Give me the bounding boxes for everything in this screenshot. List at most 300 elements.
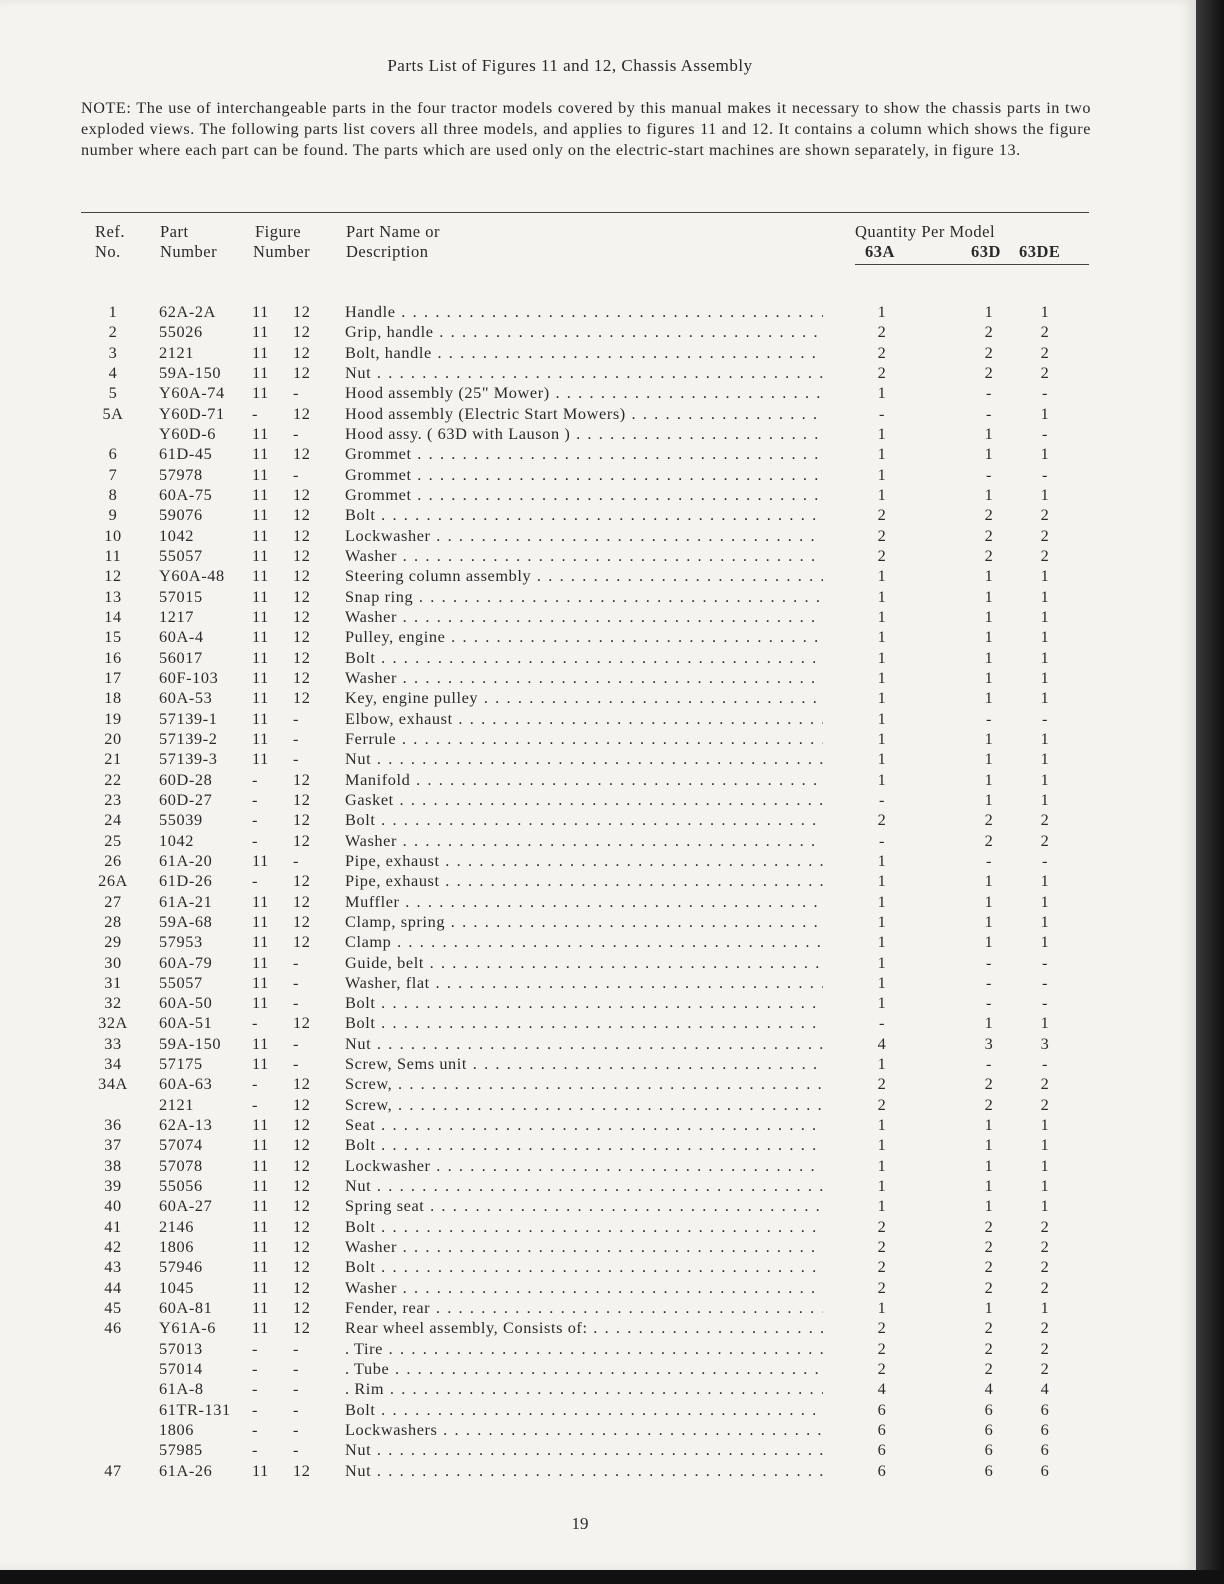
figure-12-cell: -: [293, 1338, 300, 1358]
figure-11-cell: 11: [252, 749, 269, 769]
qty-63a-cell: -: [878, 830, 886, 850]
description-cell: Spring seat . . .: [345, 1196, 823, 1216]
table-row: [0, 302, 1196, 322]
qty-63a-cell: 6: [877, 1420, 887, 1440]
ref-no-cell: 3: [108, 342, 118, 362]
description-cell: Seat . . .: [345, 1115, 823, 1135]
qty-63de-cell: 2: [1040, 1359, 1050, 1379]
ref-no-cell: 13: [104, 586, 122, 606]
part-number-cell: Y60D-71: [159, 403, 225, 423]
qty-63a-cell: 1: [877, 566, 887, 586]
part-number-cell: 61A-26: [159, 1460, 213, 1480]
table-row: [0, 505, 1196, 525]
qty-63d-cell: 4: [984, 1379, 994, 1399]
figure-11-cell: 11: [252, 1135, 269, 1155]
qty-63de-cell: 1: [1040, 302, 1050, 321]
table-row: [0, 1074, 1196, 1094]
qty-63de-cell: 2: [1040, 1074, 1050, 1094]
qty-63de-cell: 2: [1040, 830, 1050, 850]
figure-12-cell: 12: [293, 586, 311, 606]
qty-63a-cell: 1: [877, 749, 887, 769]
qty-63de-cell: 1: [1040, 444, 1050, 464]
qty-63d-cell: -: [985, 403, 993, 423]
table-row: [0, 1054, 1196, 1074]
part-number-cell: 1042: [159, 830, 194, 850]
description-cell: Washer . . .: [345, 607, 823, 627]
figure-11-cell: -: [252, 1440, 259, 1460]
qty-63d-cell: 2: [984, 1359, 994, 1379]
table-row: [0, 709, 1196, 729]
qty-63a-cell: 1: [877, 932, 887, 952]
qty-63de-cell: 2: [1040, 525, 1050, 545]
part-number-cell: 57139-3: [159, 749, 218, 769]
figure-11-cell: 11: [252, 1298, 269, 1318]
figure-11-cell: -: [252, 789, 259, 809]
qty-63d-cell: 2: [984, 1277, 994, 1297]
qty-63d-cell: 2: [984, 1257, 994, 1277]
part-number-cell: 57139-2: [159, 728, 218, 748]
qty-63d-cell: -: [985, 1054, 993, 1074]
header-part: [160, 222, 217, 262]
part-number-cell: 55057: [159, 545, 203, 565]
figure-11-cell: -: [252, 1399, 259, 1419]
table-row: [0, 404, 1196, 424]
figure-11-cell: 11: [252, 545, 269, 565]
ref-no-cell: 16: [104, 647, 122, 667]
figure-11-cell: 11: [252, 647, 269, 667]
part-number-cell: 57985: [159, 1440, 203, 1460]
figure-11-cell: 11: [252, 505, 269, 525]
qty-63de-cell: 1: [1040, 647, 1050, 667]
qty-63d-cell: 1: [984, 891, 994, 911]
part-number-cell: Y61A-6: [159, 1318, 216, 1338]
table-row: [0, 729, 1196, 749]
figure-11-cell: 11: [252, 1054, 269, 1074]
table-row: [0, 1379, 1196, 1399]
header-ref-line2: No.: [95, 242, 121, 261]
qty-63d-cell: 1: [984, 1155, 994, 1175]
figure-12-cell: 12: [293, 1196, 311, 1216]
ref-no-cell: 38: [104, 1155, 122, 1175]
ref-no-cell: 45: [104, 1298, 122, 1318]
qty-63d-cell: 2: [984, 1094, 994, 1114]
qty-63de-cell: 1: [1040, 749, 1050, 769]
table-row: [0, 1034, 1196, 1054]
figure-12-cell: 12: [293, 1277, 311, 1297]
qty-63a-cell: 1: [877, 383, 887, 403]
qty-63d-cell: 3: [984, 1033, 994, 1053]
qty-63de-cell: 1: [1040, 891, 1050, 911]
qty-63a-cell: 1: [877, 1155, 887, 1175]
table-row: [0, 749, 1196, 769]
qty-63d-cell: 2: [984, 525, 994, 545]
ref-no-cell: 20: [104, 728, 122, 748]
part-number-cell: 62A-13: [159, 1115, 213, 1135]
table-row: [0, 648, 1196, 668]
qty-63d-cell: 6: [984, 1440, 994, 1460]
qty-63de-cell: 2: [1040, 1216, 1050, 1236]
ref-no-cell: 43: [104, 1257, 122, 1277]
part-number-cell: 57175: [159, 1054, 203, 1074]
figure-11-cell: 11: [252, 1318, 269, 1338]
part-number-cell: 62A-2A: [159, 302, 216, 321]
qty-63a-cell: 1: [877, 850, 887, 870]
part-number-cell: 57015: [159, 586, 203, 606]
ref-no-cell: 22: [104, 769, 122, 789]
figure-11-cell: 11: [252, 383, 269, 403]
description-cell: Washer . . .: [345, 1237, 823, 1257]
table-row: [0, 526, 1196, 546]
description-cell: Manifold . . .: [345, 770, 823, 790]
table-row: [0, 1440, 1196, 1460]
qty-63d-cell: -: [985, 993, 993, 1013]
qty-63de-cell: 1: [1040, 728, 1050, 748]
part-number-cell: 59076: [159, 505, 203, 525]
qty-63de-cell: 1: [1040, 1155, 1050, 1175]
figure-12-cell: -: [293, 1033, 300, 1053]
part-number-cell: 1806: [159, 1420, 194, 1440]
qty-63a-cell: 1: [877, 1298, 887, 1318]
ref-no-cell: 9: [108, 505, 118, 525]
qty-63d-cell: 1: [984, 749, 994, 769]
qty-63d-cell: 1: [984, 647, 994, 667]
qty-63a-cell: 4: [877, 1379, 887, 1399]
description-cell: Washer . . .: [345, 668, 823, 688]
qty-63a-cell: 2: [877, 1216, 887, 1236]
table-row: [0, 831, 1196, 851]
table-row: [0, 1156, 1196, 1176]
qty-63d-cell: 2: [984, 362, 994, 382]
qty-63d-cell: 6: [984, 1460, 994, 1480]
qty-63de-cell: 6: [1040, 1440, 1050, 1460]
figure-12-cell: 12: [293, 525, 311, 545]
description-cell: . Rim . . .: [345, 1379, 823, 1399]
table-row: [0, 871, 1196, 891]
qty-63d-cell: 1: [984, 606, 994, 626]
ref-no-cell: 46: [104, 1318, 122, 1338]
description-cell: Washer, flat . . .: [345, 973, 823, 993]
ref-no-cell: 8: [108, 484, 118, 504]
ref-no-cell: 7: [108, 464, 118, 484]
ref-no-cell: 14: [104, 606, 122, 626]
part-number-cell: 57978: [159, 464, 203, 484]
figure-12-cell: -: [293, 993, 300, 1013]
part-number-cell: 59A-150: [159, 1033, 222, 1053]
qty-63a-cell: 2: [877, 1277, 887, 1297]
qty-63de-cell: 1: [1040, 1196, 1050, 1216]
qty-63d-cell: 2: [984, 545, 994, 565]
part-number-cell: 60A-50: [159, 993, 213, 1013]
qty-63d-cell: 2: [984, 1237, 994, 1257]
table-row: [0, 1461, 1196, 1481]
qty-63d-cell: 1: [984, 1135, 994, 1155]
qty-63d-cell: 1: [984, 728, 994, 748]
figure-11-cell: 11: [252, 525, 269, 545]
qty-63a-cell: 2: [877, 1257, 887, 1277]
figure-12-cell: 12: [293, 302, 311, 321]
table-row: [0, 1400, 1196, 1420]
qty-63de-cell: -: [1041, 972, 1049, 992]
qty-63de-cell: 1: [1040, 1115, 1050, 1135]
header-ref: [95, 222, 125, 262]
figure-11-cell: -: [252, 1359, 259, 1379]
qty-63de-cell: -: [1041, 1054, 1049, 1074]
table-row: [0, 1339, 1196, 1359]
qty-63de-cell: 4: [1040, 1379, 1050, 1399]
qty-63d-cell: 1: [984, 484, 994, 504]
figure-12-cell: 12: [293, 911, 311, 931]
figure-11-cell: -: [252, 871, 259, 891]
header-part-line1: Part: [160, 222, 189, 241]
figure-12-cell: -: [293, 749, 300, 769]
ref-no-cell: 25: [104, 830, 122, 850]
figure-12-cell: -: [293, 972, 300, 992]
table-row: [0, 1278, 1196, 1298]
header-model-63a: 63A: [865, 242, 895, 261]
header-ref-line1: Ref.: [95, 222, 125, 241]
scan-edge-right: [1196, 0, 1224, 1584]
figure-11-cell: 11: [252, 850, 269, 870]
table-row: [0, 770, 1196, 790]
part-number-cell: 2121: [159, 1094, 194, 1114]
table-row: [0, 363, 1196, 383]
figure-11-cell: -: [252, 1094, 259, 1114]
figure-12-cell: 12: [293, 1176, 311, 1196]
qty-63a-cell: 1: [877, 891, 887, 911]
description-cell: . Tube . . .: [345, 1359, 823, 1379]
figure-11-cell: 11: [252, 566, 269, 586]
figure-12-cell: 12: [293, 810, 311, 830]
figure-12-cell: 12: [293, 322, 311, 342]
part-number-cell: 2146: [159, 1216, 194, 1236]
qty-63de-cell: 2: [1040, 322, 1050, 342]
figure-12-cell: -: [293, 1440, 300, 1460]
qty-63a-cell: 2: [877, 342, 887, 362]
ref-no-cell: 15: [104, 627, 122, 647]
table-row: [0, 1318, 1196, 1338]
qty-63a-cell: 1: [877, 911, 887, 931]
ref-no-cell: 32: [104, 993, 122, 1013]
qty-63d-cell: -: [985, 850, 993, 870]
qty-63a-cell: 2: [877, 505, 887, 525]
description-cell: Screw, . . .: [345, 1095, 823, 1115]
figure-12-cell: 12: [293, 444, 311, 464]
part-number-cell: 55039: [159, 810, 203, 830]
figure-11-cell: 11: [252, 586, 269, 606]
qty-63d-cell: -: [985, 952, 993, 972]
description-cell: Gasket . . .: [345, 790, 823, 810]
qty-63d-cell: 1: [984, 566, 994, 586]
qty-63de-cell: -: [1041, 423, 1049, 443]
figure-12-cell: 12: [293, 606, 311, 626]
figure-11-cell: 11: [252, 728, 269, 748]
part-number-cell: 60D-28: [159, 769, 213, 789]
qty-63de-cell: 6: [1040, 1460, 1050, 1480]
part-number-cell: Y60A-48: [159, 566, 225, 586]
part-number-cell: 1217: [159, 606, 194, 626]
qty-63a-cell: 2: [877, 525, 887, 545]
qty-63d-cell: 2: [984, 1338, 994, 1358]
description-cell: Washer . . .: [345, 546, 823, 566]
qty-63a-cell: 1: [877, 708, 887, 728]
figure-11-cell: 11: [252, 688, 269, 708]
qty-63a-cell: 2: [877, 1338, 887, 1358]
qty-63a-cell: 6: [877, 1460, 887, 1480]
figure-12-cell: 12: [293, 505, 311, 525]
figure-12-cell: -: [293, 383, 300, 403]
figure-11-cell: 11: [252, 606, 269, 626]
table-row: [0, 932, 1196, 952]
part-number-cell: 55057: [159, 972, 203, 992]
figure-11-cell: -: [252, 403, 259, 423]
part-number-cell: 57014: [159, 1359, 203, 1379]
ref-no-cell: 29: [104, 932, 122, 952]
table-row: [0, 566, 1196, 586]
description-cell: Nut . . .: [345, 749, 823, 769]
table-row: [0, 1217, 1196, 1237]
qty-63a-cell: -: [878, 789, 886, 809]
part-number-cell: Y60D-6: [159, 423, 216, 443]
description-cell: Grip, handle . . .: [345, 322, 823, 342]
qty-63a-cell: 2: [877, 1318, 887, 1338]
table-row: [0, 424, 1196, 444]
part-number-cell: 60A-51: [159, 1013, 213, 1033]
figure-11-cell: 11: [252, 972, 269, 992]
page-number: 19: [571, 1514, 589, 1533]
description-cell: Handle . . .: [345, 302, 823, 322]
table-row: [0, 343, 1196, 363]
figure-11-cell: -: [252, 810, 259, 830]
qty-63a-cell: 1: [877, 1054, 887, 1074]
qty-63a-cell: 1: [877, 667, 887, 687]
ref-no-cell: 18: [104, 688, 122, 708]
description-cell: Pulley, engine . . .: [345, 627, 823, 647]
qty-63d-cell: 2: [984, 830, 994, 850]
ref-no-cell: 44: [104, 1277, 122, 1297]
ref-no-cell: 24: [104, 810, 122, 830]
figure-12-cell: 12: [293, 932, 311, 952]
table-row: [0, 953, 1196, 973]
figure-11-cell: 11: [252, 444, 269, 464]
qty-63d-cell: 1: [984, 1176, 994, 1196]
header-quantity: Quantity Per Model: [855, 222, 996, 241]
table-row: [0, 973, 1196, 993]
figure-12-cell: -: [293, 952, 300, 972]
part-number-cell: 60A-63: [159, 1074, 213, 1094]
qty-63d-cell: 1: [984, 586, 994, 606]
description-cell: Muffler . . .: [345, 892, 823, 912]
description-cell: Screw, . . .: [345, 1074, 823, 1094]
ref-no-cell: 11: [104, 545, 122, 565]
table-row: [0, 485, 1196, 505]
qty-63de-cell: -: [1041, 993, 1049, 1013]
qty-63de-cell: 2: [1040, 810, 1050, 830]
figure-11-cell: -: [252, 1013, 259, 1033]
ref-no-cell: 33: [104, 1033, 122, 1053]
figure-12-cell: -: [293, 708, 300, 728]
header-model-63de: 63DE: [1019, 242, 1061, 261]
figure-11-cell: 11: [252, 1196, 269, 1216]
table-row: [0, 627, 1196, 647]
qty-63a-cell: 1: [877, 993, 887, 1013]
qty-63a-cell: 4: [877, 1033, 887, 1053]
qty-63d-cell: 1: [984, 444, 994, 464]
description-cell: Washer . . .: [345, 831, 823, 851]
figure-11-cell: 11: [252, 1216, 269, 1236]
qty-63de-cell: 2: [1040, 1237, 1050, 1257]
description-cell: Nut . . .: [345, 363, 823, 383]
ref-no-cell: 42: [104, 1237, 122, 1257]
figure-12-cell: 12: [293, 362, 311, 382]
description-cell: Lockwasher . . .: [345, 1156, 823, 1176]
parts-table-body: [0, 302, 1196, 1481]
qty-63a-cell: 2: [877, 1237, 887, 1257]
qty-63d-cell: -: [985, 972, 993, 992]
table-row: [0, 1420, 1196, 1440]
figure-11-cell: 11: [252, 891, 269, 911]
figure-12-cell: 12: [293, 1155, 311, 1175]
description-cell: Clamp, spring . . .: [345, 912, 823, 932]
qty-63a-cell: 1: [877, 688, 887, 708]
table-row: [0, 790, 1196, 810]
figure-11-cell: -: [252, 1338, 259, 1358]
description-cell: Ferrule . . .: [345, 729, 823, 749]
figure-12-cell: -: [293, 1359, 300, 1379]
description-cell: Nut . . .: [345, 1034, 823, 1054]
qty-63d-cell: 2: [984, 1318, 994, 1338]
qty-63d-cell: 1: [984, 1196, 994, 1216]
qty-63d-cell: -: [985, 708, 993, 728]
figure-11-cell: 11: [252, 322, 269, 342]
qty-63a-cell: 1: [877, 444, 887, 464]
qty-63de-cell: 1: [1040, 667, 1050, 687]
description-cell: Bolt . . .: [345, 648, 823, 668]
qty-63a-cell: 1: [877, 769, 887, 789]
qty-63de-cell: 2: [1040, 342, 1050, 362]
part-number-cell: 57078: [159, 1155, 203, 1175]
figure-12-cell: 12: [293, 627, 311, 647]
ref-no-cell: 17: [104, 667, 122, 687]
qty-63de-cell: 1: [1040, 769, 1050, 789]
figure-11-cell: 11: [252, 464, 269, 484]
table-row: [0, 465, 1196, 485]
description-cell: Guide, belt . . .: [345, 953, 823, 973]
figure-11-cell: -: [252, 1420, 259, 1440]
part-number-cell: 2121: [159, 342, 194, 362]
qty-63de-cell: 3: [1040, 1033, 1050, 1053]
figure-11-cell: 11: [252, 627, 269, 647]
figure-11-cell: -: [252, 1379, 259, 1399]
qty-63d-cell: 1: [984, 932, 994, 952]
figure-12-cell: 12: [293, 403, 311, 423]
figure-12-cell: 12: [293, 830, 311, 850]
ref-no-cell: 40: [104, 1196, 122, 1216]
qty-63d-cell: 6: [984, 1399, 994, 1419]
qty-63a-cell: 2: [877, 362, 887, 382]
description-cell: Elbow, exhaust . . .: [345, 709, 823, 729]
description-cell: Nut . . .: [345, 1440, 823, 1460]
qty-63de-cell: -: [1041, 952, 1049, 972]
qty-63de-cell: 2: [1040, 1257, 1050, 1277]
qty-63de-cell: -: [1041, 708, 1049, 728]
figure-12-cell: 12: [293, 667, 311, 687]
ref-no-cell: 34A: [98, 1074, 128, 1094]
part-number-cell: 60A-53: [159, 688, 213, 708]
figure-12-cell: -: [293, 728, 300, 748]
description-cell: Grommet . . .: [345, 485, 823, 505]
qty-63a-cell: 1: [877, 464, 887, 484]
table-row: [0, 1176, 1196, 1196]
